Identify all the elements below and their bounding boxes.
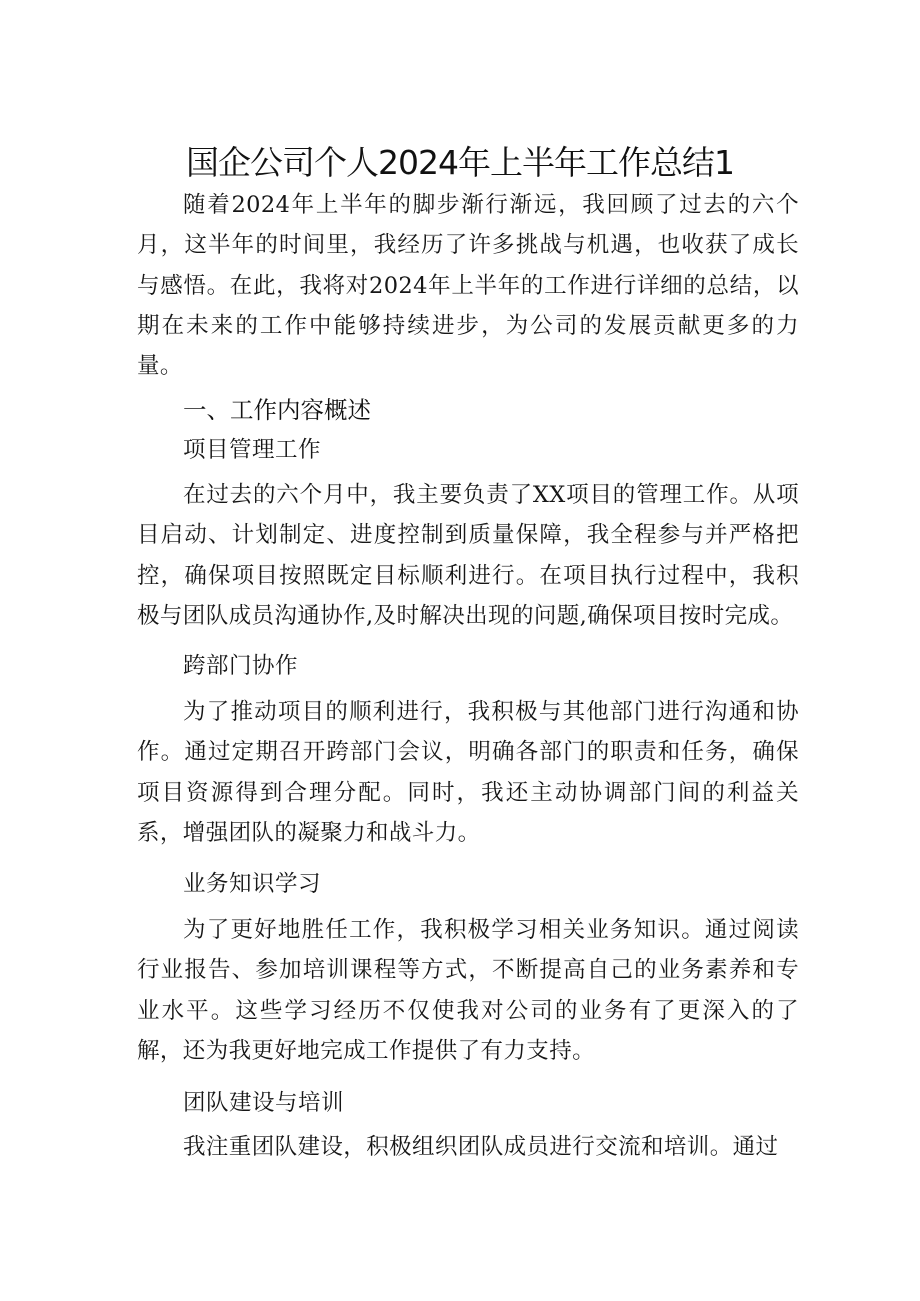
document-title: 国企公司个人2024年上半年工作总结1 — [186, 143, 734, 182]
paragraph-project-management: 在过去的六个月中，我主要负责了XX项目的管理工作。从项目启动、计划制定、进度控制到质量保障，我全程参与并严格把控，确保项目按照既定目标顺利进行。在项目执行过程中，我积极与团队成员沟通协作,及时解决出现的问题,确保项目按时完成。 — [137, 482, 799, 629]
subtitle-team-building: 团队建设与培训 — [183, 1090, 345, 1116]
subtitle-project-management: 项目管理工作 — [183, 437, 322, 463]
subtitle-cross-department: 跨部门协作 — [183, 653, 299, 679]
paragraph-business-learning: 为了更好地胜任工作，我积极学习相关业务知识。通过阅读行业报告、参加培训课程等方式，不断提高自己的业务素养和专业水平。这些学习经历不仅使我对公司的业务有了更深入的了解，还为我更好地完成工作提供了有力支持。 — [137, 917, 799, 1064]
section-heading: 一、工作内容概述 — [183, 396, 371, 424]
subtitle-business-learning: 业务知识学习 — [183, 871, 322, 897]
intro-paragraph: 随着2024年上半年的脚步渐行渐远，我回顾了过去的六个月，这半年的时间里，我经历了许多挑战与机遇，也收获了成长与感悟。在此，我将对2024年上半年的工作进行详细的总结，以期在未来的工作中能够持续进步，为公司的发展贡献更多的力量。 — [137, 192, 799, 380]
paragraph-team-building: 我注重团队建设，积极组织团队成员进行交流和培训。通过 — [183, 1134, 779, 1160]
paragraph-cross-department: 为了推动项目的顺利进行，我积极与其他部门进行沟通和协作。通过定期召开跨部门会议，明确各部门的职责和任务，确保项目资源得到合理分配。同时，我还主动协调部门间的利益关系，增强团队的凝聚力和战斗力。 — [137, 699, 799, 846]
